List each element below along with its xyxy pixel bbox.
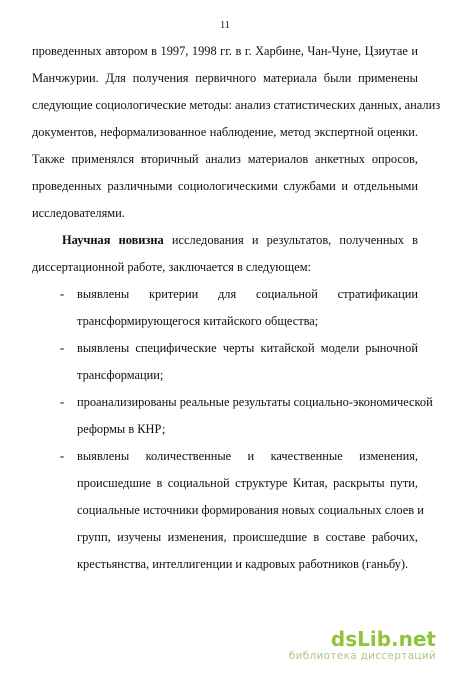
watermark — [289, 628, 436, 662]
page-number: 11 — [220, 20, 230, 31]
bullet-marker: - — [60, 341, 65, 355]
bullet-marker: - — [60, 449, 65, 463]
text-line: документов, неформализованное наблюдение, метод экспертной оценки. — [32, 125, 418, 139]
text-line — [62, 233, 418, 248]
watermark-logo[interactable]: dsLib.net — [330, 627, 436, 651]
text-line: реформы в КНР; — [77, 422, 166, 436]
novelty-heading: Научная новизна — [62, 233, 164, 247]
bullet-marker: - — [60, 287, 65, 301]
novelty-text: исследования и результатов, полученных в — [163, 233, 418, 247]
text-line: Манчжурии. Для получения первичного материала были применены — [32, 71, 418, 85]
text-line: трансформации; — [77, 368, 164, 382]
text-line: групп, изучены изменения, происшедшие в составе рабочих, — [77, 530, 418, 544]
text-line: происшедшие в социальной структуре Китая, раскрыты пути, — [77, 476, 418, 490]
text-line: трансформирующегося китайского общества; — [77, 314, 319, 328]
text-line: следующие социологические методы: анализ статистических данных, анализ — [32, 98, 441, 112]
text-line: проведенных автором в 1997, 1998 гг. в г. Харбине, Чан-Чуне, Цзиутае и — [32, 44, 418, 58]
text-line: диссертационной работе, заключается в следующем: — [32, 260, 311, 274]
text-line: проведенных различными социологическими службами и отдельными — [32, 179, 418, 193]
text-line: социальные источники формирования новых социальных слоев и — [77, 503, 424, 517]
watermark-subtitle: библиотека диссертаций — [288, 650, 436, 662]
text-line: Также применялся вторичный анализ материалов анкетных опросов, — [32, 152, 418, 166]
bullet-marker: - — [60, 395, 65, 409]
text-line: выявлены критерии для социальной стратификации — [77, 287, 418, 301]
text-line: выявлены количественные и качественные изменения, — [77, 449, 418, 463]
text-line: исследователями. — [32, 206, 125, 220]
text-line: крестьянства, интеллигенции и кадровых работников (ганьбу). — [77, 557, 409, 571]
text-line: проанализированы реальные результаты социально-экономической — [77, 395, 433, 409]
text-line: выявлены специфические черты китайской модели рыночной — [77, 341, 418, 355]
